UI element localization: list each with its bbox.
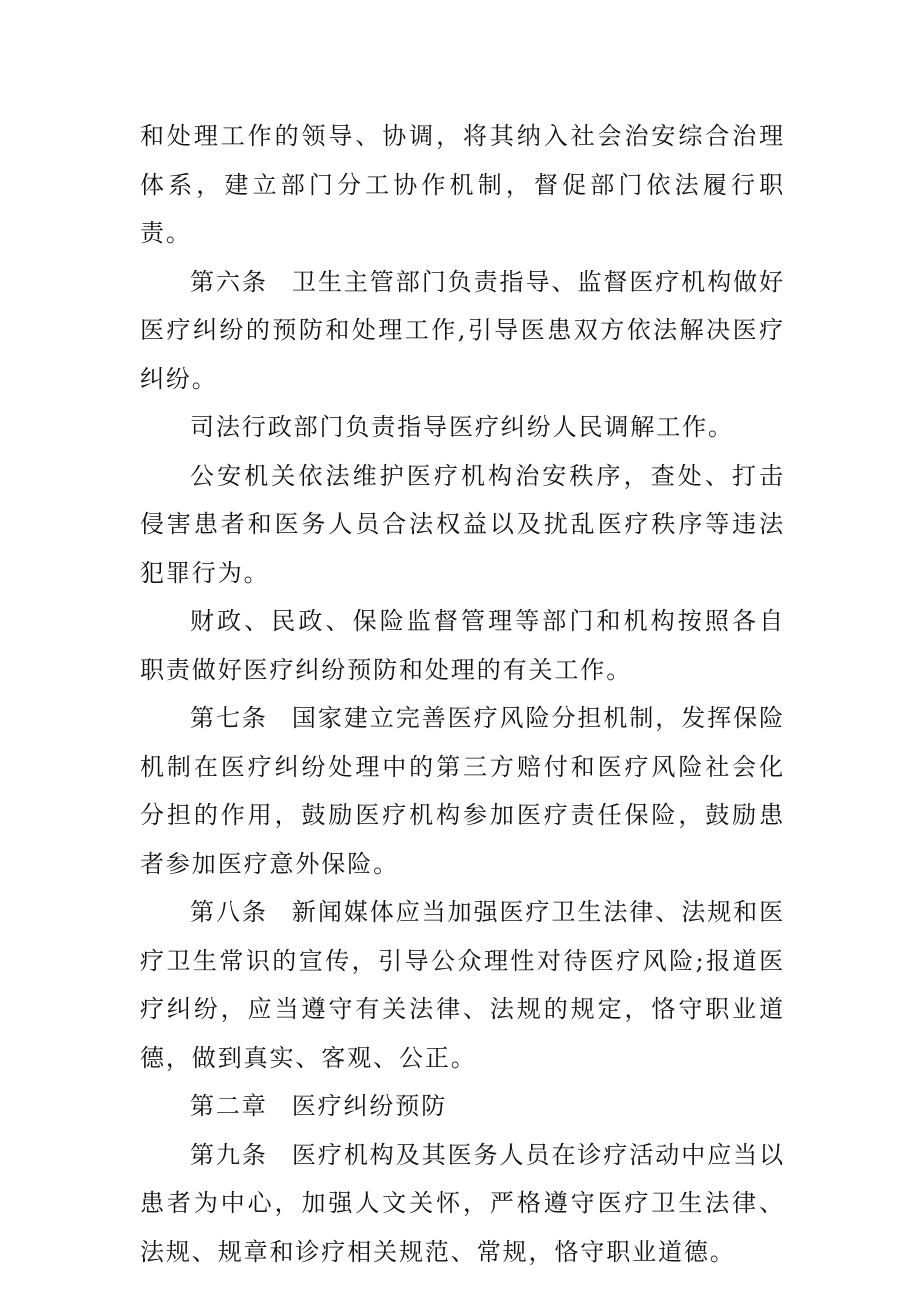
paragraph-text: 卫生主管部门负责指导、监督医疗机构做好医疗纠纷的预防和处理工作,引导医患双方依法解决医疗纠纷。 [140,267,785,393]
article-heading: 第八条 [190,898,268,926]
document-body [140,112,785,1276]
article-6 [140,258,785,404]
paragraph-text: 国家建立完善医疗风险分担机制，发挥保险机制在医疗纠纷处理中的第三方赔付和医疗风险社会化分担的作用，鼓励医疗机构参加医疗责任保险，鼓励患者参加医疗意外保险。 [140,704,785,878]
article-heading: 第七条 [190,704,268,732]
paragraph-text: 司法行政部门负责指导医疗纠纷人民调解工作。 [190,413,734,441]
paragraph-text: 财政、民政、保险监督管理等部门和机构按照各自职责做好医疗纠纷预防和处理的有关工作。 [140,607,785,684]
article-9 [140,1131,785,1277]
paragraph-text: 公安机关依法维护医疗机构治安秩序，查处、打击侵害患者和医务人员合法权益以及扰乱医疗秩序等违法犯罪行为。 [140,461,785,587]
article-6-finance [140,597,785,694]
article-heading: 第九条 [190,1140,268,1169]
article-6-police [140,452,785,598]
paragraph-text: 新闻媒体应当加强医疗卫生法律、法规和医疗卫生常识的宣传，引导公众理性对待医疗风险;报道医疗纠纷，应当遵守有关法律、法规的规定，恪守职业道德，做到真实、客观、公正。 [140,898,785,1072]
paragraph-text: 医疗机构及其医务人员在诊疗活动中应当以患者为中心，加强人文关怀，严格遵守医疗卫生法律、法规、规章和诊疗相关规范、常规，恪守职业道德。 [140,1140,785,1266]
article-8 [140,888,785,1082]
article-6-justice [140,403,785,452]
article-7 [140,694,785,888]
paragraph-continuation [140,112,785,258]
chapter-2-heading [140,1082,785,1131]
chapter-title: 医疗纠纷预防 [291,1092,448,1120]
article-heading: 第六条 [190,267,268,296]
paragraph-text: 和处理工作的领导、协调，将其纳入社会治安综合治理体系，建立部门分工协作机制，督促部门依法履行职责。 [140,122,785,247]
chapter-heading: 第二章 [190,1092,268,1120]
